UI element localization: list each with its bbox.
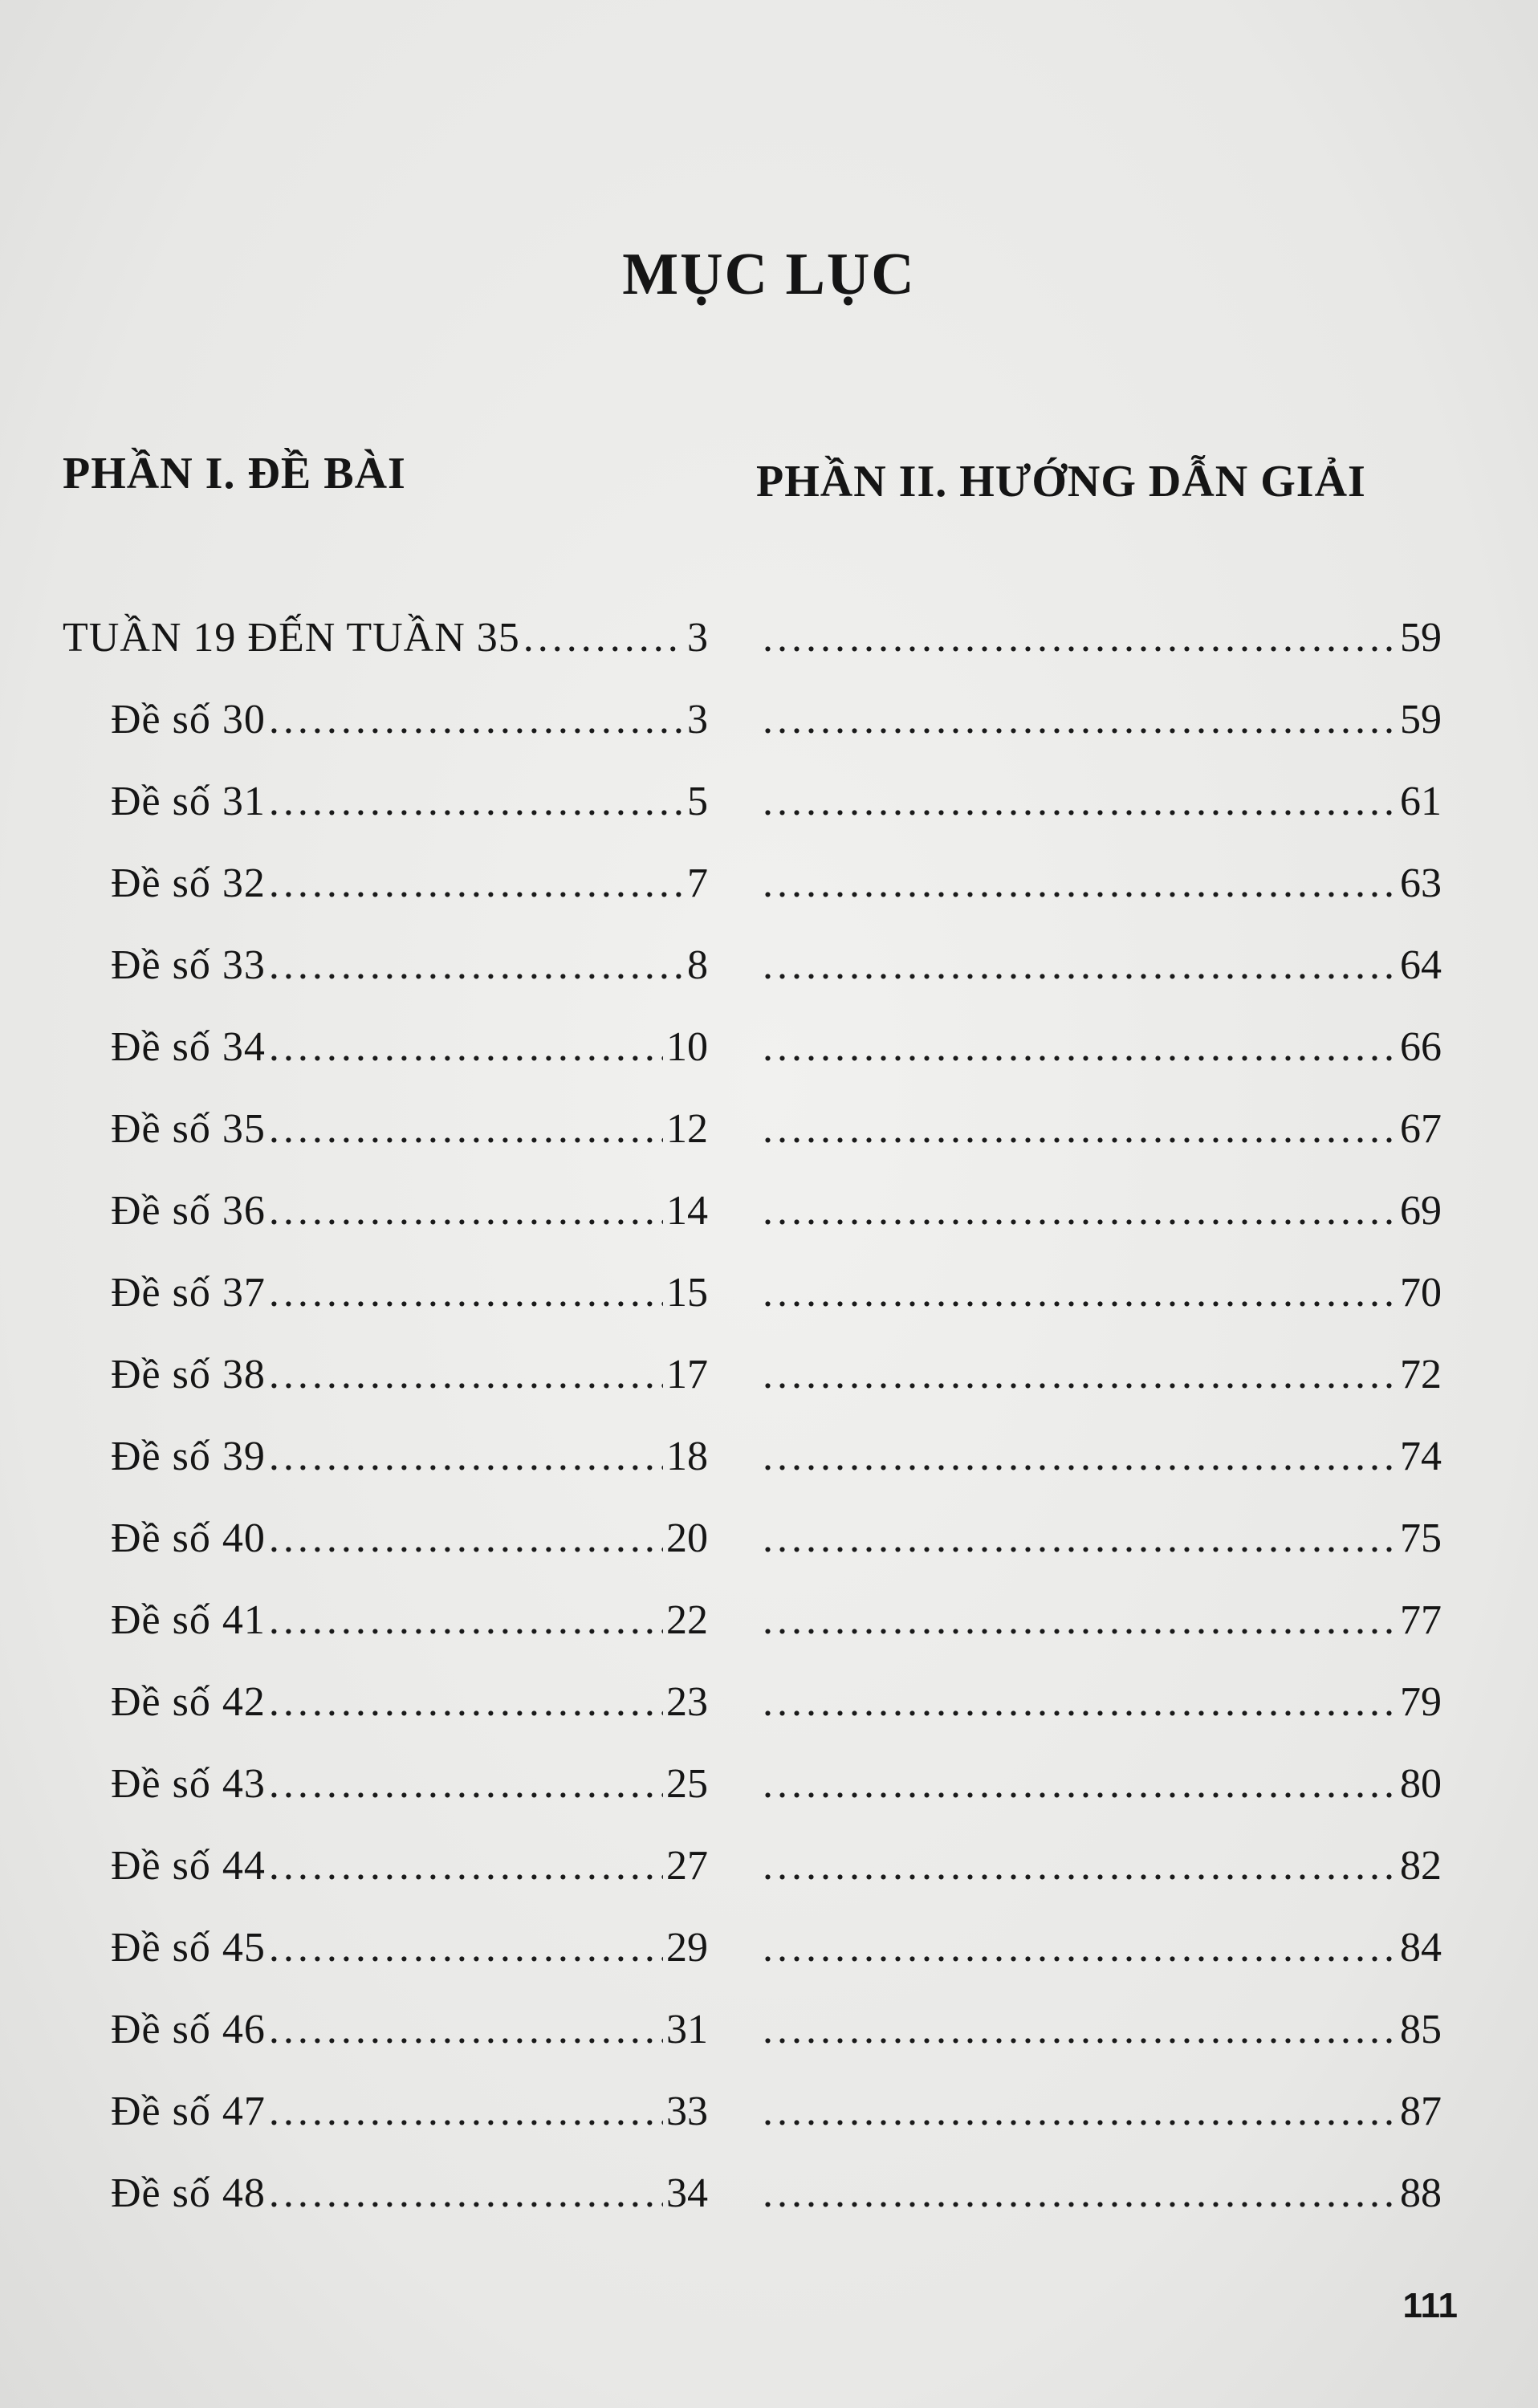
part1-heading: PHẦN I. ĐỀ BÀI: [63, 449, 406, 498]
leader-dots: [763, 1269, 1397, 1316]
solution-entry: [759, 942, 1442, 999]
solution-entry: [759, 1023, 1442, 1081]
toc-entry: [111, 1924, 708, 1982]
leader-dots: [269, 2088, 663, 2135]
toc-entry-label: Đề số 31: [111, 779, 266, 824]
leader-dots: [763, 2006, 1397, 2053]
leader-dots: [269, 2170, 663, 2217]
solution-entry: [759, 778, 1442, 836]
solution-page: 80: [1400, 1761, 1442, 1807]
toc-entry-page: 15: [666, 1270, 708, 1316]
toc-entry-label: Đề số 35: [111, 1106, 266, 1152]
solution-entry: [759, 1269, 1442, 1327]
page-title: MỤC LỤC: [622, 242, 916, 307]
solution-entry: [759, 1924, 1442, 1982]
solution-entry: [759, 1597, 1442, 1654]
toc-entry-page: 23: [666, 1679, 708, 1725]
toc-entry-label: Đề số 32: [111, 860, 266, 906]
leader-dots: [763, 1760, 1397, 1808]
solution-entry: [759, 1105, 1442, 1163]
toc-entry: [111, 1105, 708, 1163]
toc-entry: [111, 942, 708, 999]
leader-dots: [763, 778, 1397, 825]
toc-entry-page: 18: [666, 1434, 708, 1479]
leader-dots: [763, 1924, 1397, 1971]
part2-heading: PHẦN II. HƯỚNG DẪN GIẢI: [756, 457, 1366, 506]
toc-entry-label: Đề số 37: [111, 1270, 266, 1316]
leader-dots: [269, 1023, 663, 1071]
solution-page: 59: [1400, 615, 1442, 661]
page-number: 111: [1402, 2286, 1458, 2325]
leader-dots: [269, 1269, 663, 1316]
toc-entry-page: 22: [666, 1597, 708, 1643]
toc-entry: [111, 1269, 708, 1327]
solution-page: 84: [1400, 1925, 1442, 1971]
toc-entry-page: 10: [666, 1024, 708, 1070]
toc-entry-label: Đề số 41: [111, 1597, 266, 1643]
toc-entry: [111, 1433, 708, 1491]
toc-entry: [111, 1678, 708, 1736]
solution-page: 85: [1400, 2007, 1442, 2052]
solution-page: 75: [1400, 1515, 1442, 1561]
solution-entry: [759, 860, 1442, 917]
toc-entry: [111, 1187, 708, 1245]
toc-entry-label: Đề số 42: [111, 1679, 266, 1725]
solution-page: 88: [1400, 2170, 1442, 2216]
toc-entry: [111, 2088, 708, 2146]
leader-dots: [763, 1678, 1397, 1726]
solution-page: 82: [1400, 1843, 1442, 1889]
leader-dots: [763, 2170, 1397, 2217]
solution-page: 64: [1400, 942, 1442, 988]
leader-dots: [763, 1105, 1397, 1153]
toc-entry: [111, 1842, 708, 1900]
toc-entry: [111, 778, 708, 836]
solution-entry: [759, 2088, 1442, 2146]
leader-dots: [763, 1187, 1397, 1235]
solution-entry: [759, 1351, 1442, 1409]
leader-dots: [269, 1678, 663, 1726]
solution-page: 67: [1400, 1106, 1442, 1152]
toc-entry-label: TUẦN 19 ĐẾN TUẦN 35: [63, 615, 520, 661]
leader-dots: [763, 1515, 1397, 1562]
leader-dots: [763, 1023, 1397, 1071]
toc-entry-label: Đề số 48: [111, 2170, 266, 2216]
solution-page: 72: [1400, 1352, 1442, 1397]
toc-entry: [111, 1515, 708, 1572]
solution-page: 74: [1400, 1434, 1442, 1479]
toc-entry-page: 33: [666, 2089, 708, 2134]
toc-entry-label: Đề số 47: [111, 2089, 266, 2134]
solution-page: 63: [1400, 860, 1442, 906]
solution-entry: [759, 1187, 1442, 1245]
leader-dots: [763, 1597, 1397, 1644]
toc-entry-label: Đề số 34: [111, 1024, 266, 1070]
solution-page: 66: [1400, 1024, 1442, 1070]
toc-entry-label: Đề số 44: [111, 1843, 266, 1889]
leader-dots: [269, 1433, 663, 1480]
leader-dots: [269, 1515, 663, 1562]
leader-dots: [763, 614, 1397, 661]
leader-dots: [269, 1105, 663, 1153]
toc-entry-page: 25: [666, 1761, 708, 1807]
toc-entry: [111, 1023, 708, 1081]
toc-entry-page: 34: [666, 2170, 708, 2216]
solution-page: 79: [1400, 1679, 1442, 1725]
leader-dots: [269, 1187, 663, 1235]
solution-page: 87: [1400, 2089, 1442, 2134]
leader-dots: [269, 1351, 663, 1398]
toc-entry-page: 17: [666, 1352, 708, 1397]
solution-page: 70: [1400, 1270, 1442, 1316]
solution-entry: [759, 2170, 1442, 2227]
solution-entry: [759, 1433, 1442, 1491]
toc-entry-label: Đề số 30: [111, 697, 266, 742]
toc-entry-label: Đề số 40: [111, 1515, 266, 1561]
leader-dots: [763, 860, 1397, 907]
toc-entry-label: Đề số 39: [111, 1434, 266, 1479]
leader-dots: [269, 2006, 663, 2053]
toc-entry: [111, 2006, 708, 2064]
toc-entry: [111, 1760, 708, 1818]
leader-dots: [763, 696, 1397, 743]
leader-dots: [269, 942, 684, 989]
leader-dots: [269, 696, 684, 743]
toc-entry-page: 27: [666, 1843, 708, 1889]
solution-page: 77: [1400, 1597, 1442, 1643]
toc-entry-label: Đề số 46: [111, 2007, 266, 2052]
leader-dots: [269, 1842, 663, 1889]
leader-dots: [269, 860, 684, 907]
toc-entry-label: Đề số 33: [111, 942, 266, 988]
leader-dots: [763, 2088, 1397, 2135]
leader-dots: [269, 1760, 663, 1808]
solution-entry: [759, 1760, 1442, 1818]
toc-entry: [111, 696, 708, 754]
leader-dots: [763, 1433, 1397, 1480]
toc-entry: [111, 2170, 708, 2227]
solution-entry: [759, 1515, 1442, 1572]
toc-entry-page: 8: [687, 942, 708, 988]
toc-entry: [111, 1351, 708, 1409]
toc-entry-label: Đề số 38: [111, 1352, 266, 1397]
solution-page: 69: [1400, 1188, 1442, 1234]
toc-entry-label: Đề số 43: [111, 1761, 266, 1807]
solution-page: 59: [1400, 697, 1442, 742]
toc-entry-week-range: [63, 614, 708, 672]
toc-entry-page: 31: [666, 2007, 708, 2052]
leader-dots: [269, 1924, 663, 1971]
toc-entry-page: 14: [666, 1188, 708, 1234]
solution-entry: [759, 696, 1442, 754]
toc-entry-page: 5: [687, 779, 708, 824]
leader-dots: [269, 1597, 663, 1644]
toc-entry-page: 3: [687, 615, 708, 661]
solution-entry: [759, 1678, 1442, 1736]
toc-entry-page: 7: [687, 860, 708, 906]
toc-entry-page: 12: [666, 1106, 708, 1152]
leader-dots: [269, 778, 684, 825]
toc-entry: [111, 1597, 708, 1654]
toc-entry-label: Đề số 45: [111, 1925, 266, 1971]
toc-entry-page: 3: [687, 697, 708, 742]
solution-page: 61: [1400, 779, 1442, 824]
leader-dots: [763, 942, 1397, 989]
toc-entry-page: 20: [666, 1515, 708, 1561]
solution-entry: [759, 2006, 1442, 2064]
leader-dots: [763, 1351, 1397, 1398]
solution-entry: [759, 614, 1442, 672]
toc-entry: [111, 860, 708, 917]
leader-dots: [763, 1842, 1397, 1889]
solution-entry: [759, 1842, 1442, 1900]
leader-dots: [523, 614, 684, 661]
toc-entry-label: Đề số 36: [111, 1188, 266, 1234]
toc-entry-page: 29: [666, 1925, 708, 1971]
